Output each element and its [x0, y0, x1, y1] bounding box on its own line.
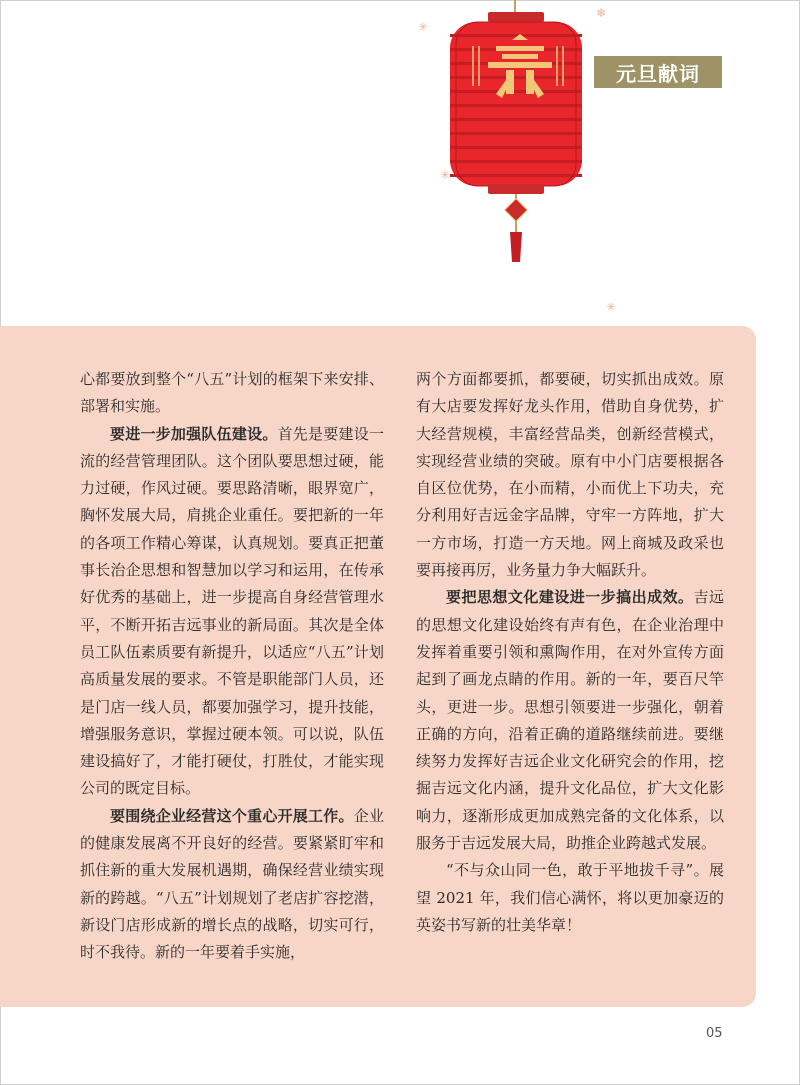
- sparkle-icon: ✳: [418, 20, 429, 34]
- sparkle-icon: ✳: [606, 300, 617, 314]
- right-column: [416, 366, 724, 939]
- paragraph-heading: 要围绕企业经营这个重心开展工作。: [110, 806, 354, 825]
- paragraph-heading: 要把思想文化建设进一步搞出成效。: [446, 588, 694, 607]
- paragraph: 要进一步加强队伍建设。首先是要建设一流的经营管理团队。这个团队要思想过硬，能力过硬，作风过硬。要思路清晰，眼界宽广，胸怀发展大局，肩挑企业重任。要把新的一年的各项工作精心筹谋，认真规划。要真正把董事长治企思想和智慧加以学习和运用，在传承好优秀的基础上，进一步提高自身经营管理水平，不断开拓吉远事业的新局面。其次是全体员工队伍素质要有新提升，以适应“八五”计划高质量发展的要求。不管是职能部门人员，还是门店一线人员，都要加强学习，提升技能，增强服务意识，掌握过硬本领。可以说，队伍建设搞好了，才能打硬仗，打胜仗，才能实现公司的既定目标。: [80, 424, 384, 798]
- paragraph: 要把思想文化建设进一步搞出成效。吉远的思想文化建设始终有声有色，在企业治理中发挥着重要引领和熏陶作用，在对外宣传方面起到了画龙点睛的作用。新的一年，要百尺竿头，更进一步。思想引领要进一步强化，朝着正确的方向，沿着正确的道路继续前进。要继续努力发挥好吉远企业文化研究会的作用，挖掘吉远文化内涵，提升文化品位，扩大文化影响力，逐渐形成更加成熟完备的文化体系，以服务于吉远发展大局，助推企业跨越式发展。: [416, 588, 724, 853]
- paragraph: 要围绕企业经营这个重心开展工作。企业的健康发展离不开良好的经营。要紧紧盯牢和抓住新的重大发展机遇期，确保经营业绩实现新的跨越。“八五”计划规划了老店扩容挖潜，新设门店形成新的增长点的战略，切实可行，时不我待。新的一年要着手实施，: [80, 806, 384, 962]
- sparkle-icon: ❄: [596, 6, 607, 20]
- sparkle-icon: ✳: [440, 168, 451, 182]
- page-number: 05: [706, 1026, 723, 1041]
- paragraph: 心都要放到整个“八五”计划的框架下来安排、部署和实施。: [80, 370, 384, 416]
- left-column: [80, 366, 384, 967]
- paragraph: 两个方面都要抓，都要硬，切实抓出成效。原有大店要发挥好龙头作用，借助自身优势，扩大经营规模，丰富经营品类，创新经营模式，实现经营业绩的突破。原有中小门店要根据各自区位优势，在小而精，小而优上下功夫，充分利用好吉远金字品牌，守牢一方阵地，扩大一方市场，打造一方天地。网上商城及政采也要再接再厉，业务量力争大幅跃升。: [416, 370, 724, 580]
- section-badge: 元旦献词: [594, 56, 722, 88]
- paragraph-heading: 要进一步加强队伍建设。: [110, 424, 278, 443]
- lantern-illustration: [420, 0, 620, 320]
- paragraph: “不与众山同一色，敢于平地拔千寻”。展望 2021 年，我们信心满怀，将以更加豪迈的英姿书写新的壮美华章！: [416, 861, 724, 934]
- lantern-icon: [420, 0, 620, 320]
